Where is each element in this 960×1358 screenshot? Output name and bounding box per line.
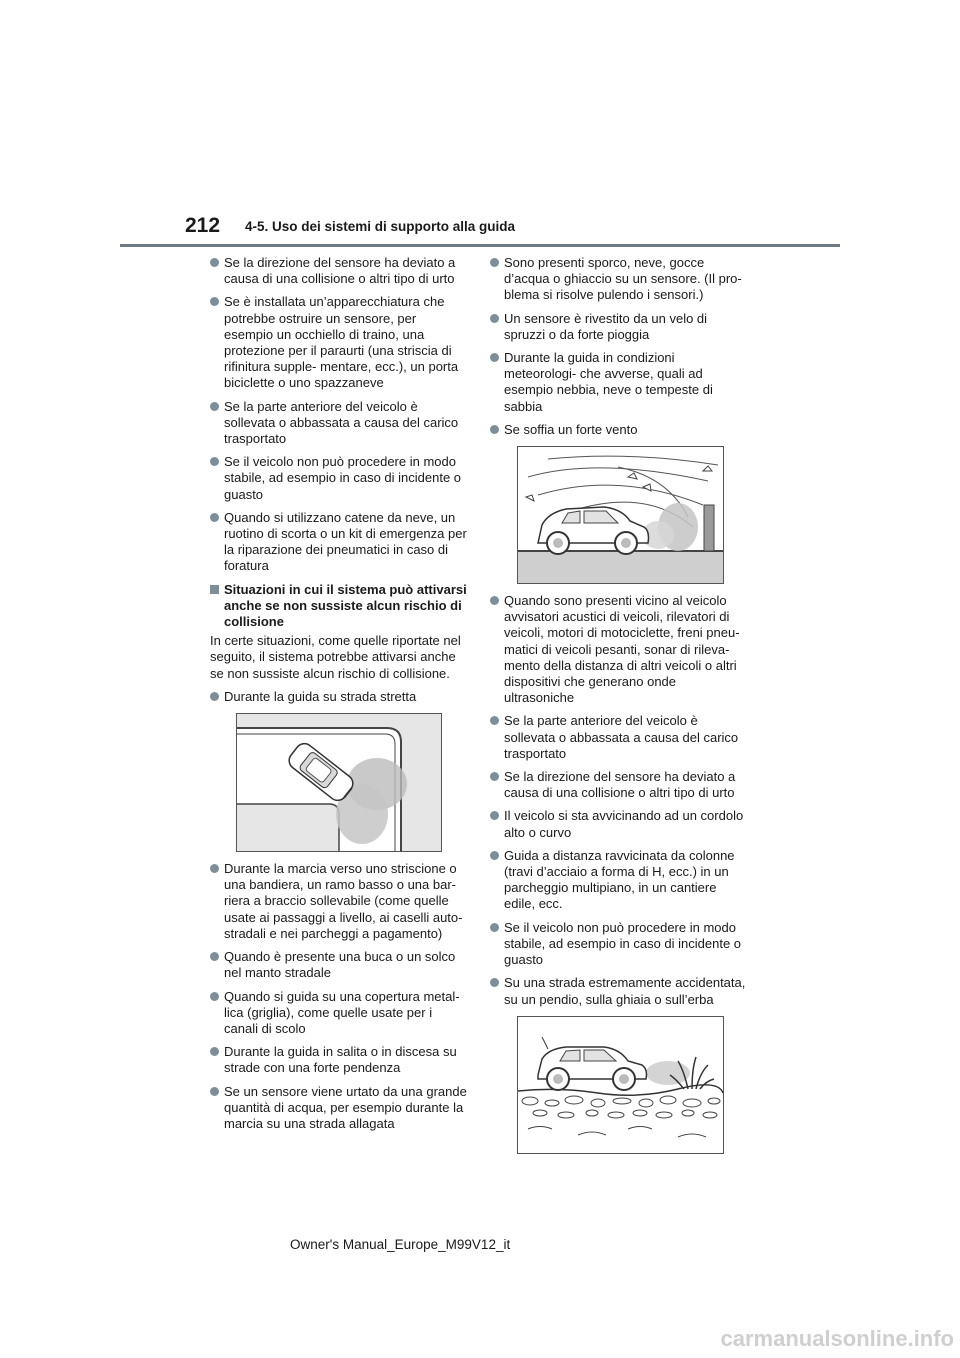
list-item: Se la direzione del sensore ha deviato a causa di una collisione o altri tipo di urto <box>210 255 468 287</box>
bullet-icon <box>490 851 499 860</box>
list-item: Durante la guida in salita o in discesa su strade con una forte pendenza <box>210 1044 468 1076</box>
subsection-heading: Situazioni in cui il sistema può attivarsi anche se non sussiste alcun rischio di collisione <box>210 582 468 631</box>
header-rule <box>120 244 840 247</box>
bullet-icon <box>210 692 219 701</box>
rough-road-illustration <box>517 1016 724 1154</box>
list-item: Durante la guida su strada stretta <box>210 689 468 705</box>
bullet-icon <box>490 258 499 267</box>
watermark: carmanualsonline.info <box>720 1326 954 1351</box>
bullet-icon <box>210 992 219 1001</box>
section-title: 4-5. Uso dei sistemi di supporto alla guida <box>245 219 516 234</box>
list-item: Sono presenti sporco, neve, gocce d’acqua o ghiaccio su un sensore. (Il pro- blema si risolve pulendo i sensori.) <box>490 255 748 304</box>
list-item: Un sensore è rivestito da un velo di spruzzi o da forte pioggia <box>490 311 748 343</box>
footer-text: Owner's Manual_Europe_M99V12_it <box>290 1237 511 1252</box>
bullet-icon <box>490 923 499 932</box>
bullet-icon <box>490 353 499 362</box>
bullet-icon <box>210 1087 219 1096</box>
page-number: 212 <box>185 214 221 237</box>
bullet-icon <box>210 457 219 466</box>
list-item: Su una strada estremamente accidentata, su un pendio, sulla ghiaia o sull’erba <box>490 975 748 1007</box>
list-item: Durante la guida in condizioni meteorologi- che avverse, quali ad esempio nebbia, neve o tempeste di sabbia <box>490 350 748 415</box>
bullet-icon <box>490 772 499 781</box>
list-item: Quando si guida su una copertura metal- lica (griglia), come quelle usate per i canali di scolo <box>210 989 468 1038</box>
bullet-icon <box>210 1047 219 1056</box>
list-item: Se un sensore viene urtato da una grande quantità di acqua, per esempio durante la marcia su una strada allagata <box>210 1084 468 1133</box>
list-item: Quando è presente una buca o un solco nel manto stradale <box>210 949 468 981</box>
bullet-icon <box>490 811 499 820</box>
right-column <box>490 255 748 1163</box>
left-column <box>210 255 468 1139</box>
list-item: Quando sono presenti vicino al veicolo avvisatori acustici di veicoli, rilevatori di veicoli, motori di motociclette, freni pneu- matici di veicoli pesanti, sonar di rileva- mento della distanza di altri veicoli o altri dispositivi che generano onde ultrasoniche <box>490 593 748 706</box>
bullet-icon <box>210 513 219 522</box>
bullet-icon <box>490 596 499 605</box>
bullet-icon <box>490 716 499 725</box>
strong-wind-illustration <box>517 446 724 584</box>
bullet-icon <box>210 952 219 961</box>
list-item: Se la direzione del sensore ha deviato a causa di una collisione o altri tipo di urto <box>490 769 748 801</box>
bullet-icon <box>210 402 219 411</box>
heading-square-icon <box>210 585 219 594</box>
narrow-road-illustration <box>236 713 442 852</box>
list-item: Guida a distanza ravvicinata da colonne (travi d’acciaio a forma di H, ecc.) in un parcheggio multipiano, in un cantiere edile, ecc. <box>490 848 748 913</box>
list-item: Il veicolo si sta avvicinando ad un cordolo alto o curvo <box>490 808 748 840</box>
list-item: Durante la marcia verso uno striscione o una bandiera, un ramo basso o una bar- riera a braccio sollevabile (come quelle usate ai passaggi a livello, ai caselli auto- stradali e nei parcheggi a pagamento) <box>210 861 468 942</box>
list-item: Se il veicolo non può procedere in modo stabile, ad esempio in caso di incidente o guasto <box>490 920 748 969</box>
bullet-icon <box>490 425 499 434</box>
paragraph: In certe situazioni, come quelle riportate nel seguito, il sistema potrebbe attivarsi anche se non sussiste alcun rischio di collisione. <box>210 633 461 681</box>
bullet-icon <box>210 258 219 267</box>
list-item: Se la parte anteriore del veicolo è sollevata o abbassata a causa del carico trasportato <box>490 713 748 762</box>
list-item: Se è installata un’apparecchiatura che potrebbe ostruire un sensore, per esempio un occhiello di traino, una protezione per il paraurti (una striscia di rifinitura supple- mentare, ecc.), un porta biciclette o uno spazzaneve <box>210 294 468 391</box>
bullet-icon <box>210 297 219 306</box>
bullet-icon <box>490 314 499 323</box>
list-item: Se soffia un forte vento <box>490 422 748 438</box>
list-item: Quando si utilizzano catene da neve, un ruotino di scorta o un kit di emergenza per la riparazione dei pneumatici in caso di foratura <box>210 510 468 575</box>
bullet-icon <box>210 864 219 873</box>
bullet-icon <box>490 978 499 987</box>
list-item: Se la parte anteriore del veicolo è sollevata o abbassata a causa del carico trasportato <box>210 399 468 448</box>
list-item: Se il veicolo non può procedere in modo stabile, ad esempio in caso di incidente o guasto <box>210 454 468 503</box>
